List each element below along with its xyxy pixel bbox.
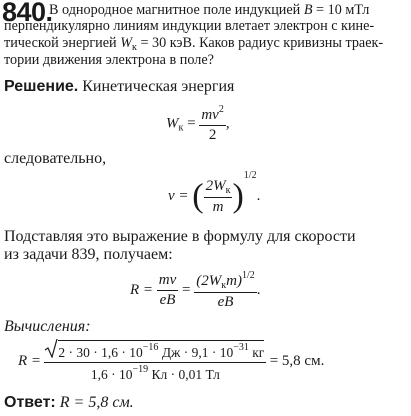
sqrt-sign-icon	[44, 338, 58, 358]
consequently-text: следовательно,	[4, 150, 107, 167]
problem-line-4: тории движения электрона в поле?	[4, 52, 214, 68]
fraction-numeric: $\frac{2 \cdot 30 \cdot 1,6 \cdot 10^{-16} Дж \cdot 9,1 \cdot 10^{-31} кг}{1,6 \cdot 10^{-19} Кл \cdot 0,01 Тл}$	[44, 340, 266, 383]
substitution-line-1: Подставляя это выражение в формулу для скорости	[4, 228, 356, 245]
problem-line-1: В однородное магнитное поле индукцией B = 10 мТл	[49, 2, 370, 18]
problem-number: 840.	[2, 0, 53, 27]
answer-line: Ответ: R = 5,8 см.	[4, 394, 134, 411]
calculations-label: Вычисления:	[4, 318, 91, 335]
substitution-line-2: из задачи 839, получаем:	[4, 246, 173, 263]
equation-calculation: R = $\frac{2 \cdot 30 \cdot 1,6 \cdot 10^{-16} Дж \cdot 9,1 \cdot 10^{-31} кг}{1,6 \cdot 10^{-19} Кл \cdot 0,01 Тл}$ = 5,8 см.	[18, 340, 324, 383]
solution-heading: Решение. Кинетическая энергия	[4, 78, 235, 95]
equation-radius: R = $\frac{mv}{eB}$ = $\frac{(2W_кm)^{1/2}}{eB}$ .	[130, 270, 261, 310]
fraction-root-over-eB: $\frac{(2W_кm)^{1/2}}{eB}$	[196, 270, 255, 310]
fraction-2wk-over-m: $\frac{2W_к}{m}$	[205, 177, 231, 215]
equation-velocity: v = ( $\frac{2W_к}{m}$ )$^{1/2}$.	[168, 170, 261, 215]
fraction-mv2-over-2: $\frac{mv^2}{2}$	[201, 104, 224, 143]
fraction-mv-over-eB: $\frac{mv}{eB}$	[158, 272, 177, 308]
equation-kinetic-energy: $W_к$ = $\frac{mv^2}{2}$ ,	[166, 104, 230, 143]
problem-line-2: перпендикулярно линиям индукции влетает электрон с кине-	[4, 18, 375, 34]
problem-line-3: тической энергией $W_к = 30$ кэВ. Каков радиус кривизны траек-	[4, 35, 384, 53]
